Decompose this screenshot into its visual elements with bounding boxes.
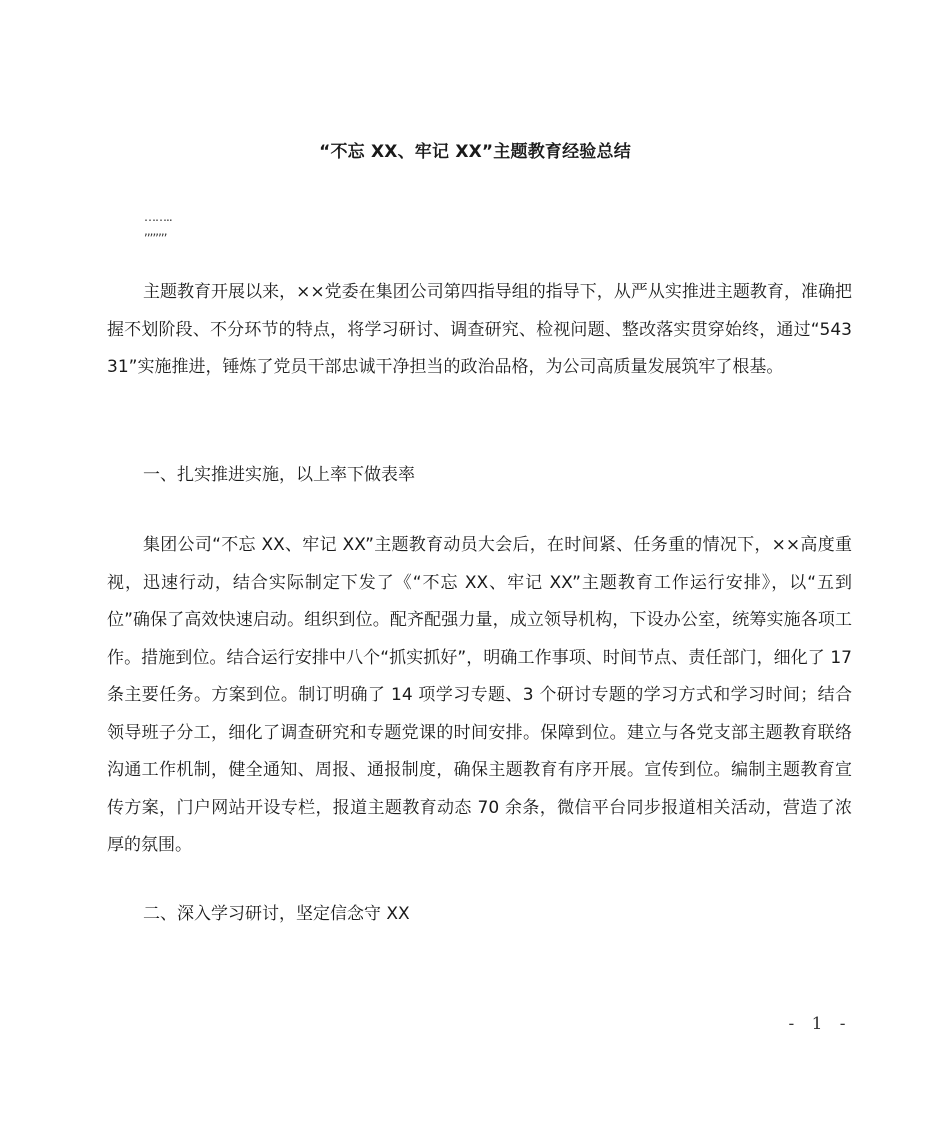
placeholder-dots-line-2: ,,,,,,,, (144, 224, 167, 238)
placeholder-dots (144, 210, 172, 238)
placeholder-dots-line-1: …….. (144, 210, 172, 224)
section-2-heading: 二、深入学习研讨，坚定信念守 XX (143, 904, 410, 924)
section-1-body: 集团公司“不忘 XX、牢记 XX”主题教育动员大会后，在时间紧、任务重的情况下，××高度重视，迅速行动，结合实际制定下发了《“不忘 XX、牢记 XX”主题教育工作运行安排》，以“五到位”确保了高效快速启动。组织到位。配齐配强力量，成立领导机构，下设办公室，统筹实施各项工作。措施到位。结合运行安排中八个“抓实抓好”，明确工作事项、时间节点、责任部门，细化了 17 条主要任务。方案到位。制订明确了 14 项学习专题、3 个研讨专题的学习方式和学习时间；结合领导班子分工，细化了调查研究和专题党课的时间安排。保障到位。建立与各党支部主题教育联络沟通工作机制，健全通知、周报、通报制度，确保主题教育有序开展。宣传到位。编制主题教育宣传方案，门户网站开设专栏，报道主题教育动态 70 余条，微信平台同步报道相关活动，营造了浓厚的氛围。 (107, 535, 852, 855)
intro-paragraph: 主题教育开展以来，××党委在集团公司第四指导组的指导下，从严从实推进主题教育，准确把握不划阶段、不分环节的特点，将学习研讨、调查研究、检视问题、整改落实贯穿始终，通过“54331”实施推进，锤炼了党员干部忠诚干净担当的政治品格，为公司高质量发展筑牢了根基。 (107, 282, 852, 377)
page-number: - 1 - (788, 1014, 852, 1034)
section-1-heading: 一、扎实推进实施，以上率下做表率 (143, 465, 415, 485)
document-title: “不忘 XX、牢记 XX”主题教育经验总结 (319, 142, 631, 162)
